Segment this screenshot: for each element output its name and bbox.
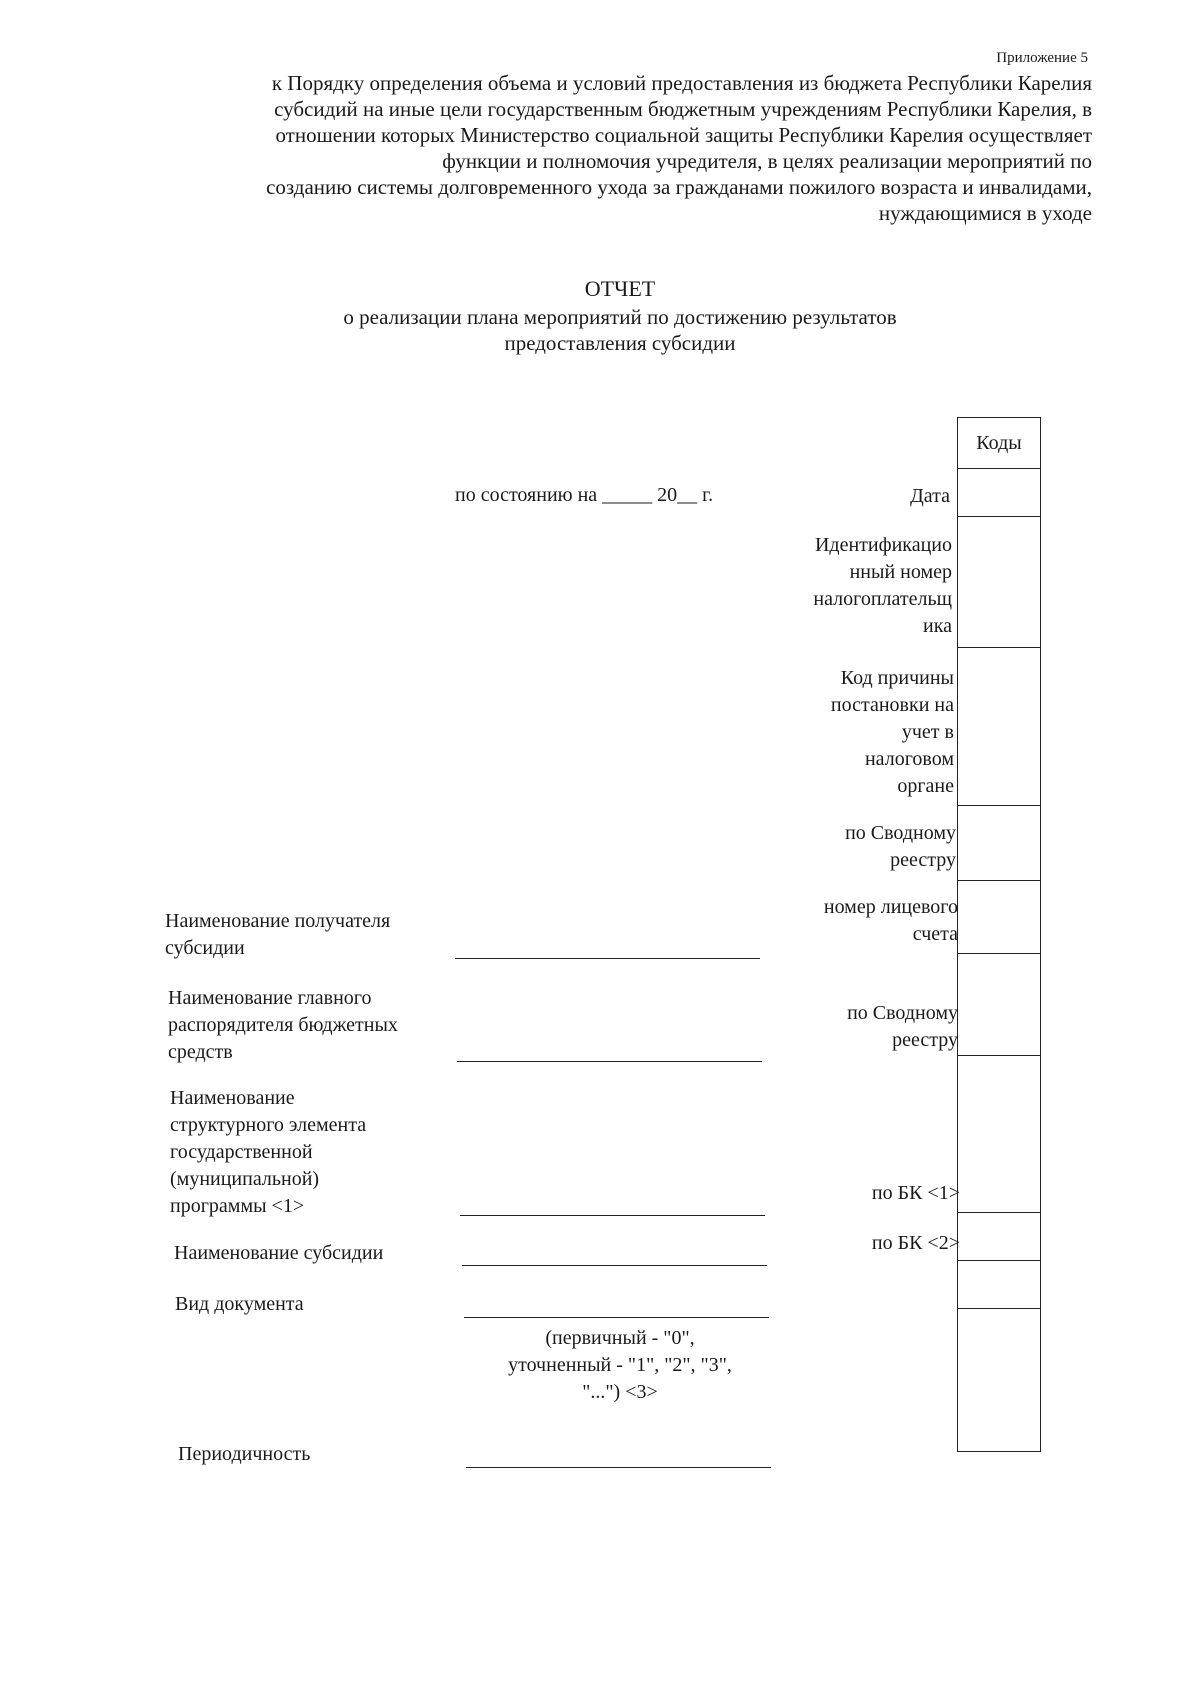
recipient-name-label: Наименование получателя субсидии [165,910,391,959]
subsidy-name-label: Наименование субсидии [174,1242,384,1264]
appendix-reference-line: нуждающимися в уходе [878,201,1092,225]
codes-table [957,417,1041,1452]
as-of-date-line: по состоянию на _____ 20__ г. [455,484,714,506]
codes-row-divider [958,1308,1040,1309]
report-title-main: ОТЧЕТ [584,276,656,301]
codes-row-divider [958,516,1040,517]
budget-manager-label: Наименование главного распорядителя бюджетных средств [168,987,398,1063]
document-type-label: Вид документа [175,1293,304,1315]
appendix-reference-line: функции и полномочия учредителя, в целях реализации мероприятий по [442,149,1092,173]
date-label: Дата [910,485,950,507]
report-title-subtitle: о реализации плана мероприятий по достижению результатов [343,305,897,329]
subsidy-name-field[interactable] [462,1265,767,1266]
svod-registry-label: по Сводному реестру [845,822,956,871]
appendix-reference-line: субсидий на иные цели государственным бюджетным учреждениям Республики Карелия, в [274,97,1092,121]
appendix-number: Приложение 5 [996,50,1088,66]
document-type-hint: (первичный - "0", уточненный - "1", "2", "3", "...") <3> [508,1327,732,1403]
kpp-label: Код причины постановки на учет в налоговом органе [830,667,954,797]
program-element-field[interactable] [460,1215,765,1216]
codes-row-divider [958,1055,1040,1056]
codes-row-divider [958,805,1040,806]
account-number-label: номер лицевого счета [823,896,958,945]
periodicity-field[interactable] [466,1467,771,1468]
bk2-label: по БК <2> [871,1232,960,1254]
appendix-reference-line: отношении которых Министерство социальной защиты Республики Карелия осуществляет [275,123,1092,147]
codes-row-divider [958,1260,1040,1261]
inn-label: Идентификацио нный номер налогоплательщ ика [813,534,952,637]
report-title [280,276,960,356]
document-type-field[interactable] [464,1317,769,1318]
recipient-name-field[interactable] [455,958,760,959]
codes-row-divider [958,880,1040,881]
appendix-reference-line: созданию системы долговременного ухода за гражданами пожилого возраста и инвалидами, [266,175,1092,199]
appendix-reference-line: к Порядку определения объема и условий предоставления из бюджета Республики Карелия [271,71,1092,95]
report-title-subtitle: предоставления субсидии [504,331,736,355]
periodicity-label: Периодичность [178,1443,311,1465]
svod-registry-label: по Сводному реестру [847,1002,958,1051]
budget-manager-field[interactable] [457,1061,762,1062]
codes-header: Коды [976,431,1022,454]
codes-row-divider [958,468,1040,469]
bk1-label: по БК <1> [871,1182,960,1204]
codes-row-divider [958,953,1040,954]
program-element-label: Наименование структурного элемента государственной (муниципальной) программы <1> [170,1087,367,1217]
codes-row-divider [958,647,1040,648]
appendix-reference [150,70,1092,226]
codes-row-divider [958,1212,1040,1213]
